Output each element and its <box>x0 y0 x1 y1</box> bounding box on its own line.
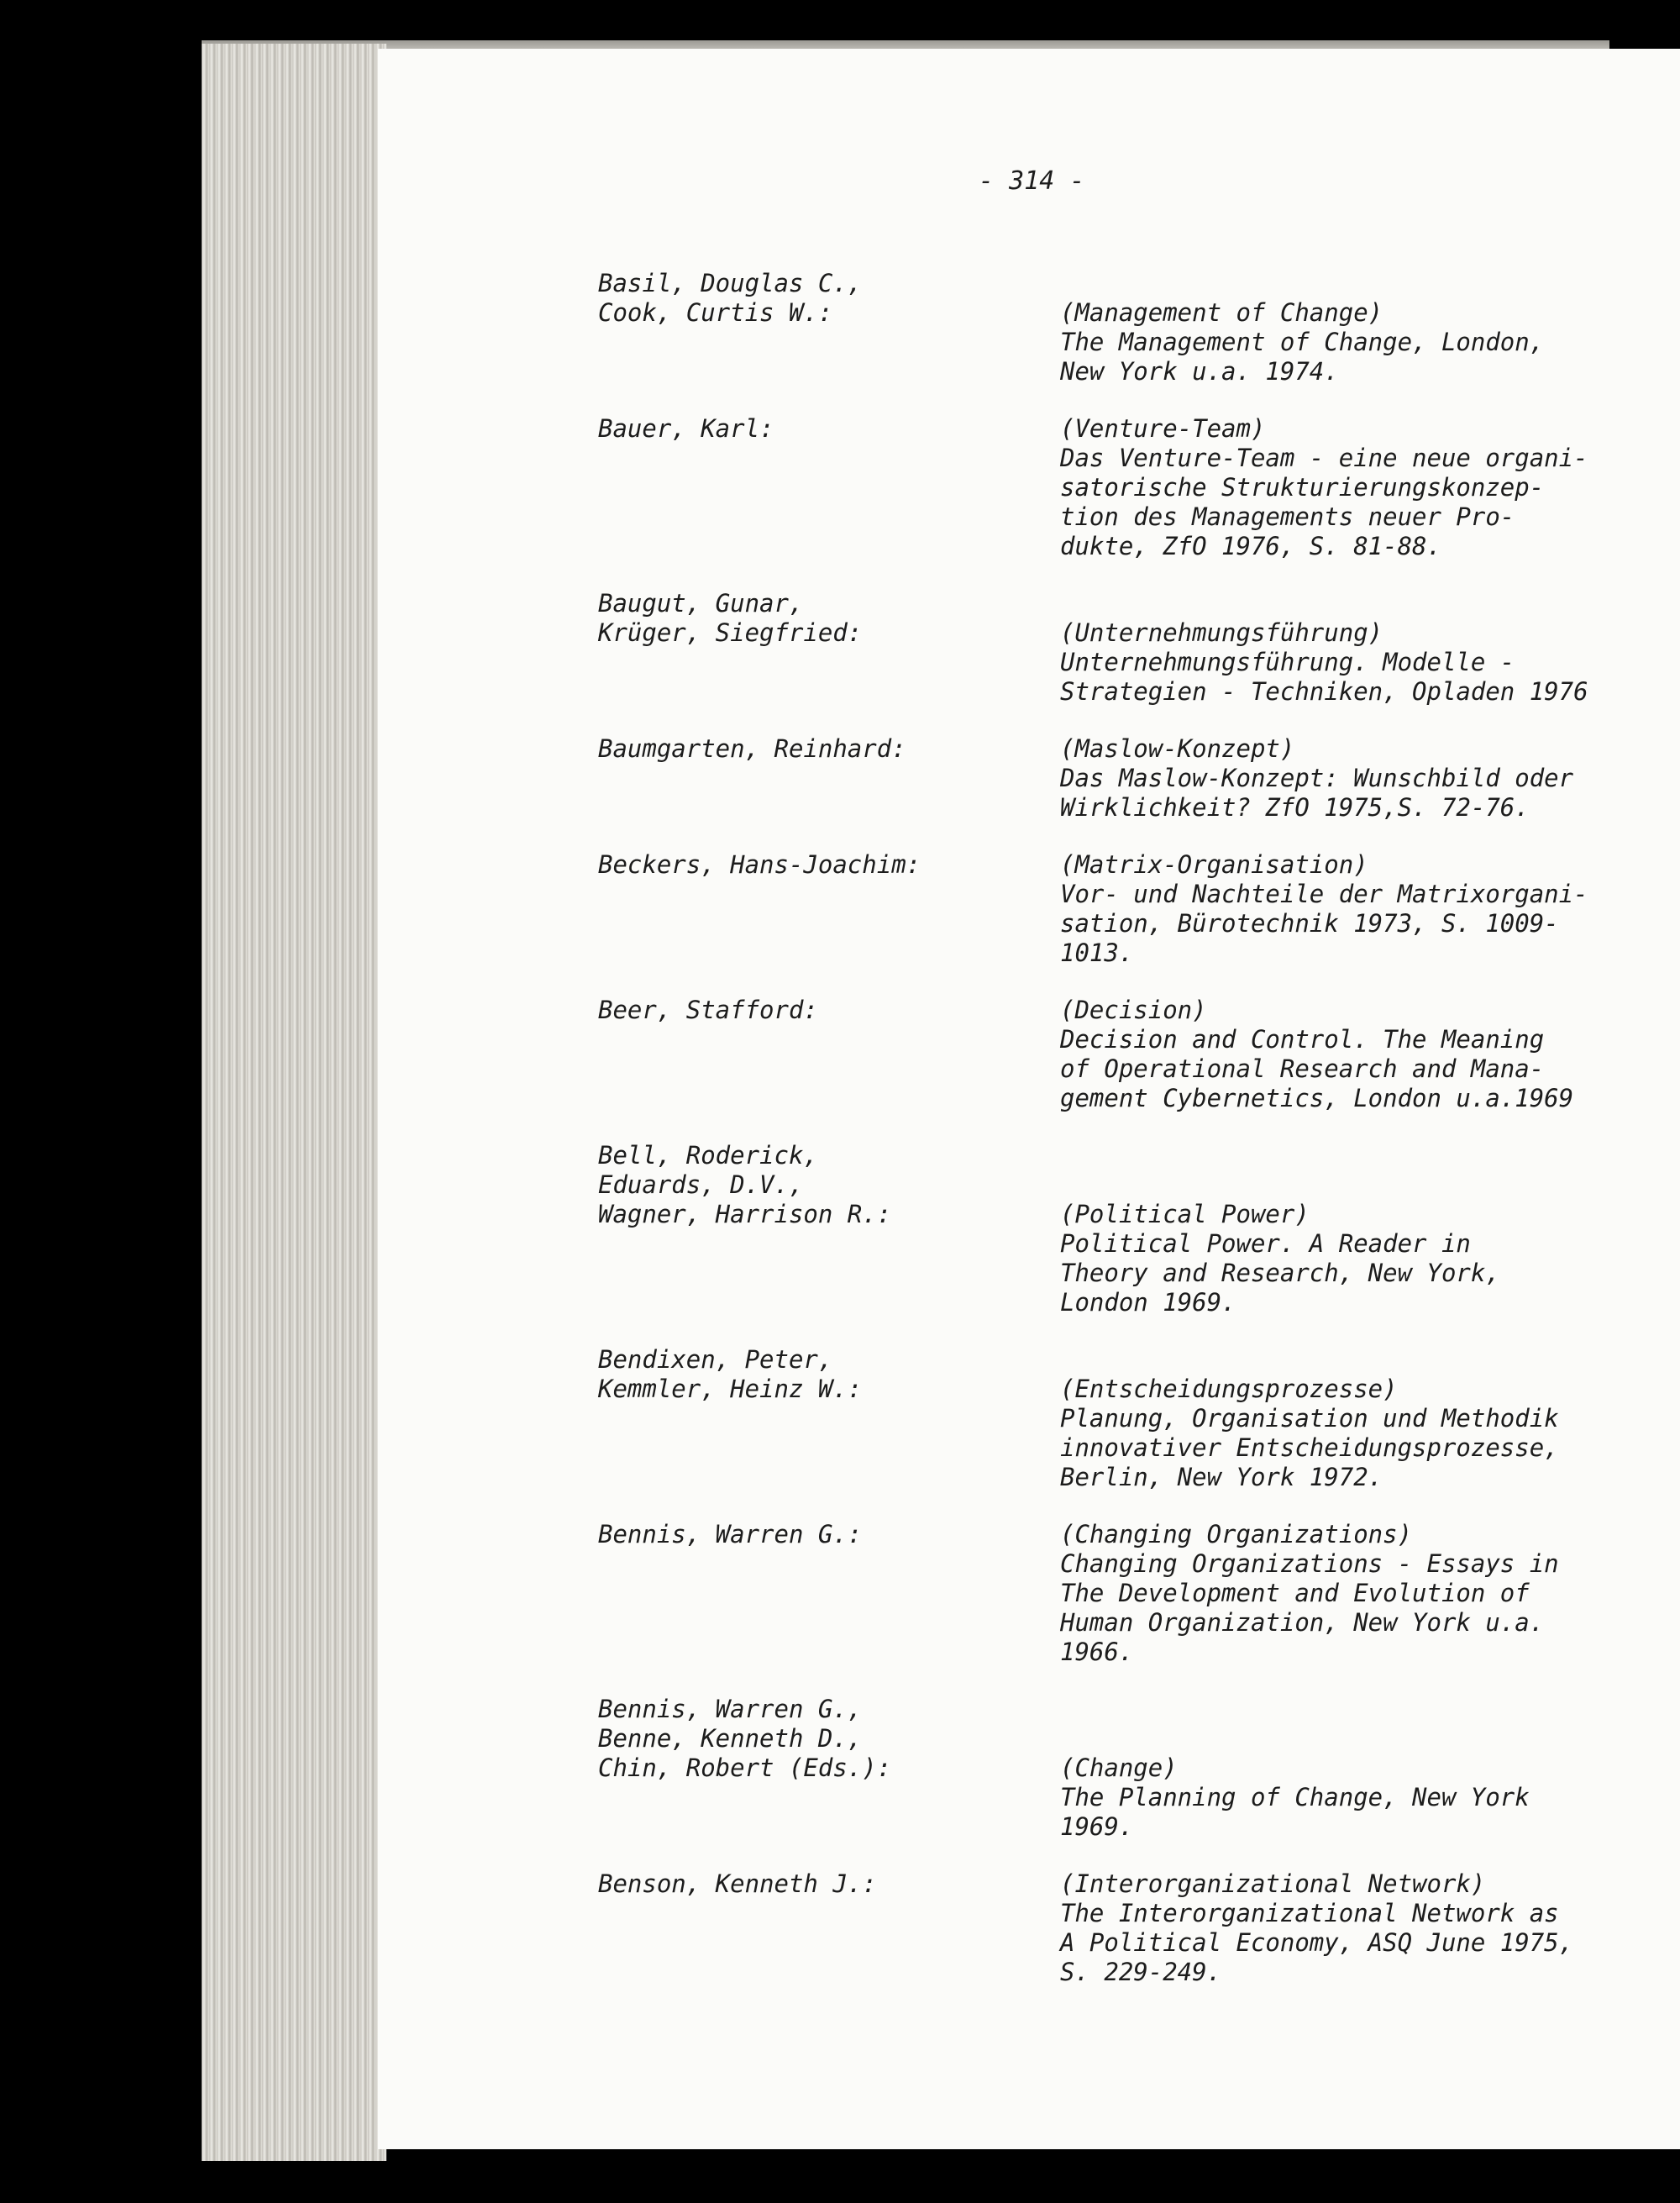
citation-line: Berlin, New York 1972. <box>1060 1463 1383 1491</box>
citation-line: Unternehmungsführung. Modelle - <box>1060 648 1515 676</box>
line-spacer <box>1060 1170 1680 1200</box>
author-line: Bendixen, Peter, <box>598 1345 833 1374</box>
author-line: Bennis, Warren G.: <box>598 1520 863 1548</box>
citation-line: The Management of Change, London, <box>1060 328 1545 356</box>
citation-line: A Political Economy, ASQ June 1975, <box>1060 1928 1574 1957</box>
bibliography-entry <box>598 1869 1680 1987</box>
author-line: Chin, Robert (Eds.): <box>598 1753 892 1782</box>
entry-authors <box>598 589 1060 707</box>
line-spacer <box>1060 269 1680 298</box>
page-number: - 314 - <box>979 166 1085 196</box>
citation-line: satorische Strukturierungskonzep- <box>1060 473 1545 502</box>
citation-line: Wirklichkeit? ZfO 1975,S. 72-76. <box>1060 793 1530 822</box>
entry-authors <box>598 734 1060 823</box>
entry-authors <box>598 1141 1060 1317</box>
line-spacer <box>1060 1141 1680 1170</box>
citation-line: of Operational Research and Mana- <box>1060 1054 1545 1083</box>
short-title: (Venture-Team) <box>1060 414 1266 443</box>
bibliography-entry <box>598 1345 1680 1492</box>
line-spacer <box>1060 589 1680 618</box>
entry-authors <box>598 850 1060 968</box>
author-line: Bell, Roderick, <box>598 1141 818 1170</box>
author-line: Wagner, Harrison R.: <box>598 1200 892 1228</box>
citation-line: 1969. <box>1060 1812 1134 1841</box>
author-line: Krüger, Siegfried: <box>598 618 863 647</box>
bibliography-entry <box>598 589 1680 707</box>
bibliography-entry <box>598 734 1680 823</box>
line-spacer <box>1060 1695 1680 1724</box>
short-title: (Maslow-Konzept) <box>1060 734 1295 763</box>
citation-line: Decision and Control. The Meaning <box>1060 1025 1545 1054</box>
author-line: Bennis, Warren G., <box>598 1695 863 1723</box>
entry-reference <box>1060 1695 1680 1842</box>
entry-reference <box>1060 589 1680 707</box>
citation-line: The Interorganizational Network as <box>1060 1899 1559 1927</box>
citation-line: Das Venture-Team - eine neue organi- <box>1060 444 1588 472</box>
citation-line: Changing Organizations - Essays in <box>1060 1549 1559 1578</box>
author-line: Basil, Douglas C., <box>598 269 863 297</box>
author-line: Bauer, Karl: <box>598 414 774 443</box>
short-title: (Matrix-Organisation) <box>1060 850 1368 879</box>
entry-reference <box>1060 269 1680 386</box>
citation-line: The Development and Evolution of <box>1060 1579 1530 1607</box>
author-line: Baugut, Gunar, <box>598 589 804 618</box>
author-line: Benson, Kenneth J.: <box>598 1869 877 1898</box>
bibliography-entry <box>598 1141 1680 1317</box>
citation-line: London 1969. <box>1060 1288 1236 1317</box>
book-page-edges <box>202 44 386 2161</box>
entry-reference <box>1060 1869 1680 1987</box>
citation-line: Planung, Organisation und Methodik <box>1060 1404 1559 1433</box>
citation-line: Das Maslow-Konzept: Wunschbild oder <box>1060 764 1574 792</box>
entry-authors <box>598 414 1060 561</box>
entry-reference <box>1060 1345 1680 1492</box>
entry-authors <box>598 1869 1060 1987</box>
author-line: Kemmler, Heinz W.: <box>598 1375 863 1403</box>
citation-line: sation, Bürotechnik 1973, S. 1009- <box>1060 909 1559 938</box>
entry-authors <box>598 1345 1060 1492</box>
citation-line: tion des Managements neuer Pro- <box>1060 502 1515 531</box>
citation-line: Vor- und Nachteile der Matrixorgani- <box>1060 880 1588 908</box>
citation-line: Strategien - Techniken, Opladen 1976 <box>1060 677 1588 706</box>
entry-authors <box>598 1695 1060 1842</box>
citation-line: 1013. <box>1060 939 1134 967</box>
author-line: Beer, Stafford: <box>598 996 818 1024</box>
short-title: (Interorganizational Network) <box>1060 1869 1486 1898</box>
entry-reference <box>1060 734 1680 823</box>
bibliography-entry <box>598 996 1680 1113</box>
citation-line: innovativer Entscheidungsprozesse, <box>1060 1433 1559 1462</box>
short-title: (Management of Change) <box>1060 298 1383 327</box>
entry-authors <box>598 996 1060 1113</box>
bibliography-entry <box>598 1695 1680 1842</box>
short-title: (Entscheidungsprozesse) <box>1060 1375 1398 1403</box>
bibliography-entry <box>598 414 1680 561</box>
short-title: (Unternehmungsführung) <box>1060 618 1383 647</box>
bibliography-entry <box>598 1520 1680 1667</box>
citation-line: New York u.a. 1974. <box>1060 357 1339 386</box>
author-line: Eduards, D.V., <box>598 1170 804 1199</box>
entry-authors <box>598 269 1060 386</box>
entry-reference <box>1060 414 1680 561</box>
line-spacer <box>1060 1345 1680 1375</box>
line-spacer <box>1060 1724 1680 1753</box>
entry-reference <box>1060 1141 1680 1317</box>
citation-line: Human Organization, New York u.a. <box>1060 1608 1545 1637</box>
short-title: (Decision) <box>1060 996 1207 1024</box>
bibliography-entry <box>598 269 1680 386</box>
citation-line: gement Cybernetics, London u.a.1969 <box>1060 1084 1574 1112</box>
author-line: Baumgarten, Reinhard: <box>598 734 906 763</box>
citation-line: dukte, ZfO 1976, S. 81-88. <box>1060 532 1441 560</box>
entry-reference <box>1060 1520 1680 1667</box>
author-line: Beckers, Hans-Joachim: <box>598 850 921 879</box>
short-title: (Political Power) <box>1060 1200 1310 1228</box>
citation-line: Political Power. A Reader in <box>1060 1229 1471 1258</box>
citation-line: S. 229-249. <box>1060 1958 1222 1986</box>
bibliography-entry <box>598 850 1680 968</box>
entry-reference <box>1060 850 1680 968</box>
entry-reference <box>1060 996 1680 1113</box>
bibliography-list <box>598 269 1680 2015</box>
citation-line: 1966. <box>1060 1638 1134 1666</box>
short-title: (Changing Organizations) <box>1060 1520 1413 1548</box>
author-line: Cook, Curtis W.: <box>598 298 833 327</box>
short-title: (Change) <box>1060 1753 1178 1782</box>
citation-line: Theory and Research, New York, <box>1060 1259 1500 1287</box>
entry-authors <box>598 1520 1060 1667</box>
citation-line: The Planning of Change, New York <box>1060 1783 1530 1811</box>
author-line: Benne, Kenneth D., <box>598 1724 863 1753</box>
